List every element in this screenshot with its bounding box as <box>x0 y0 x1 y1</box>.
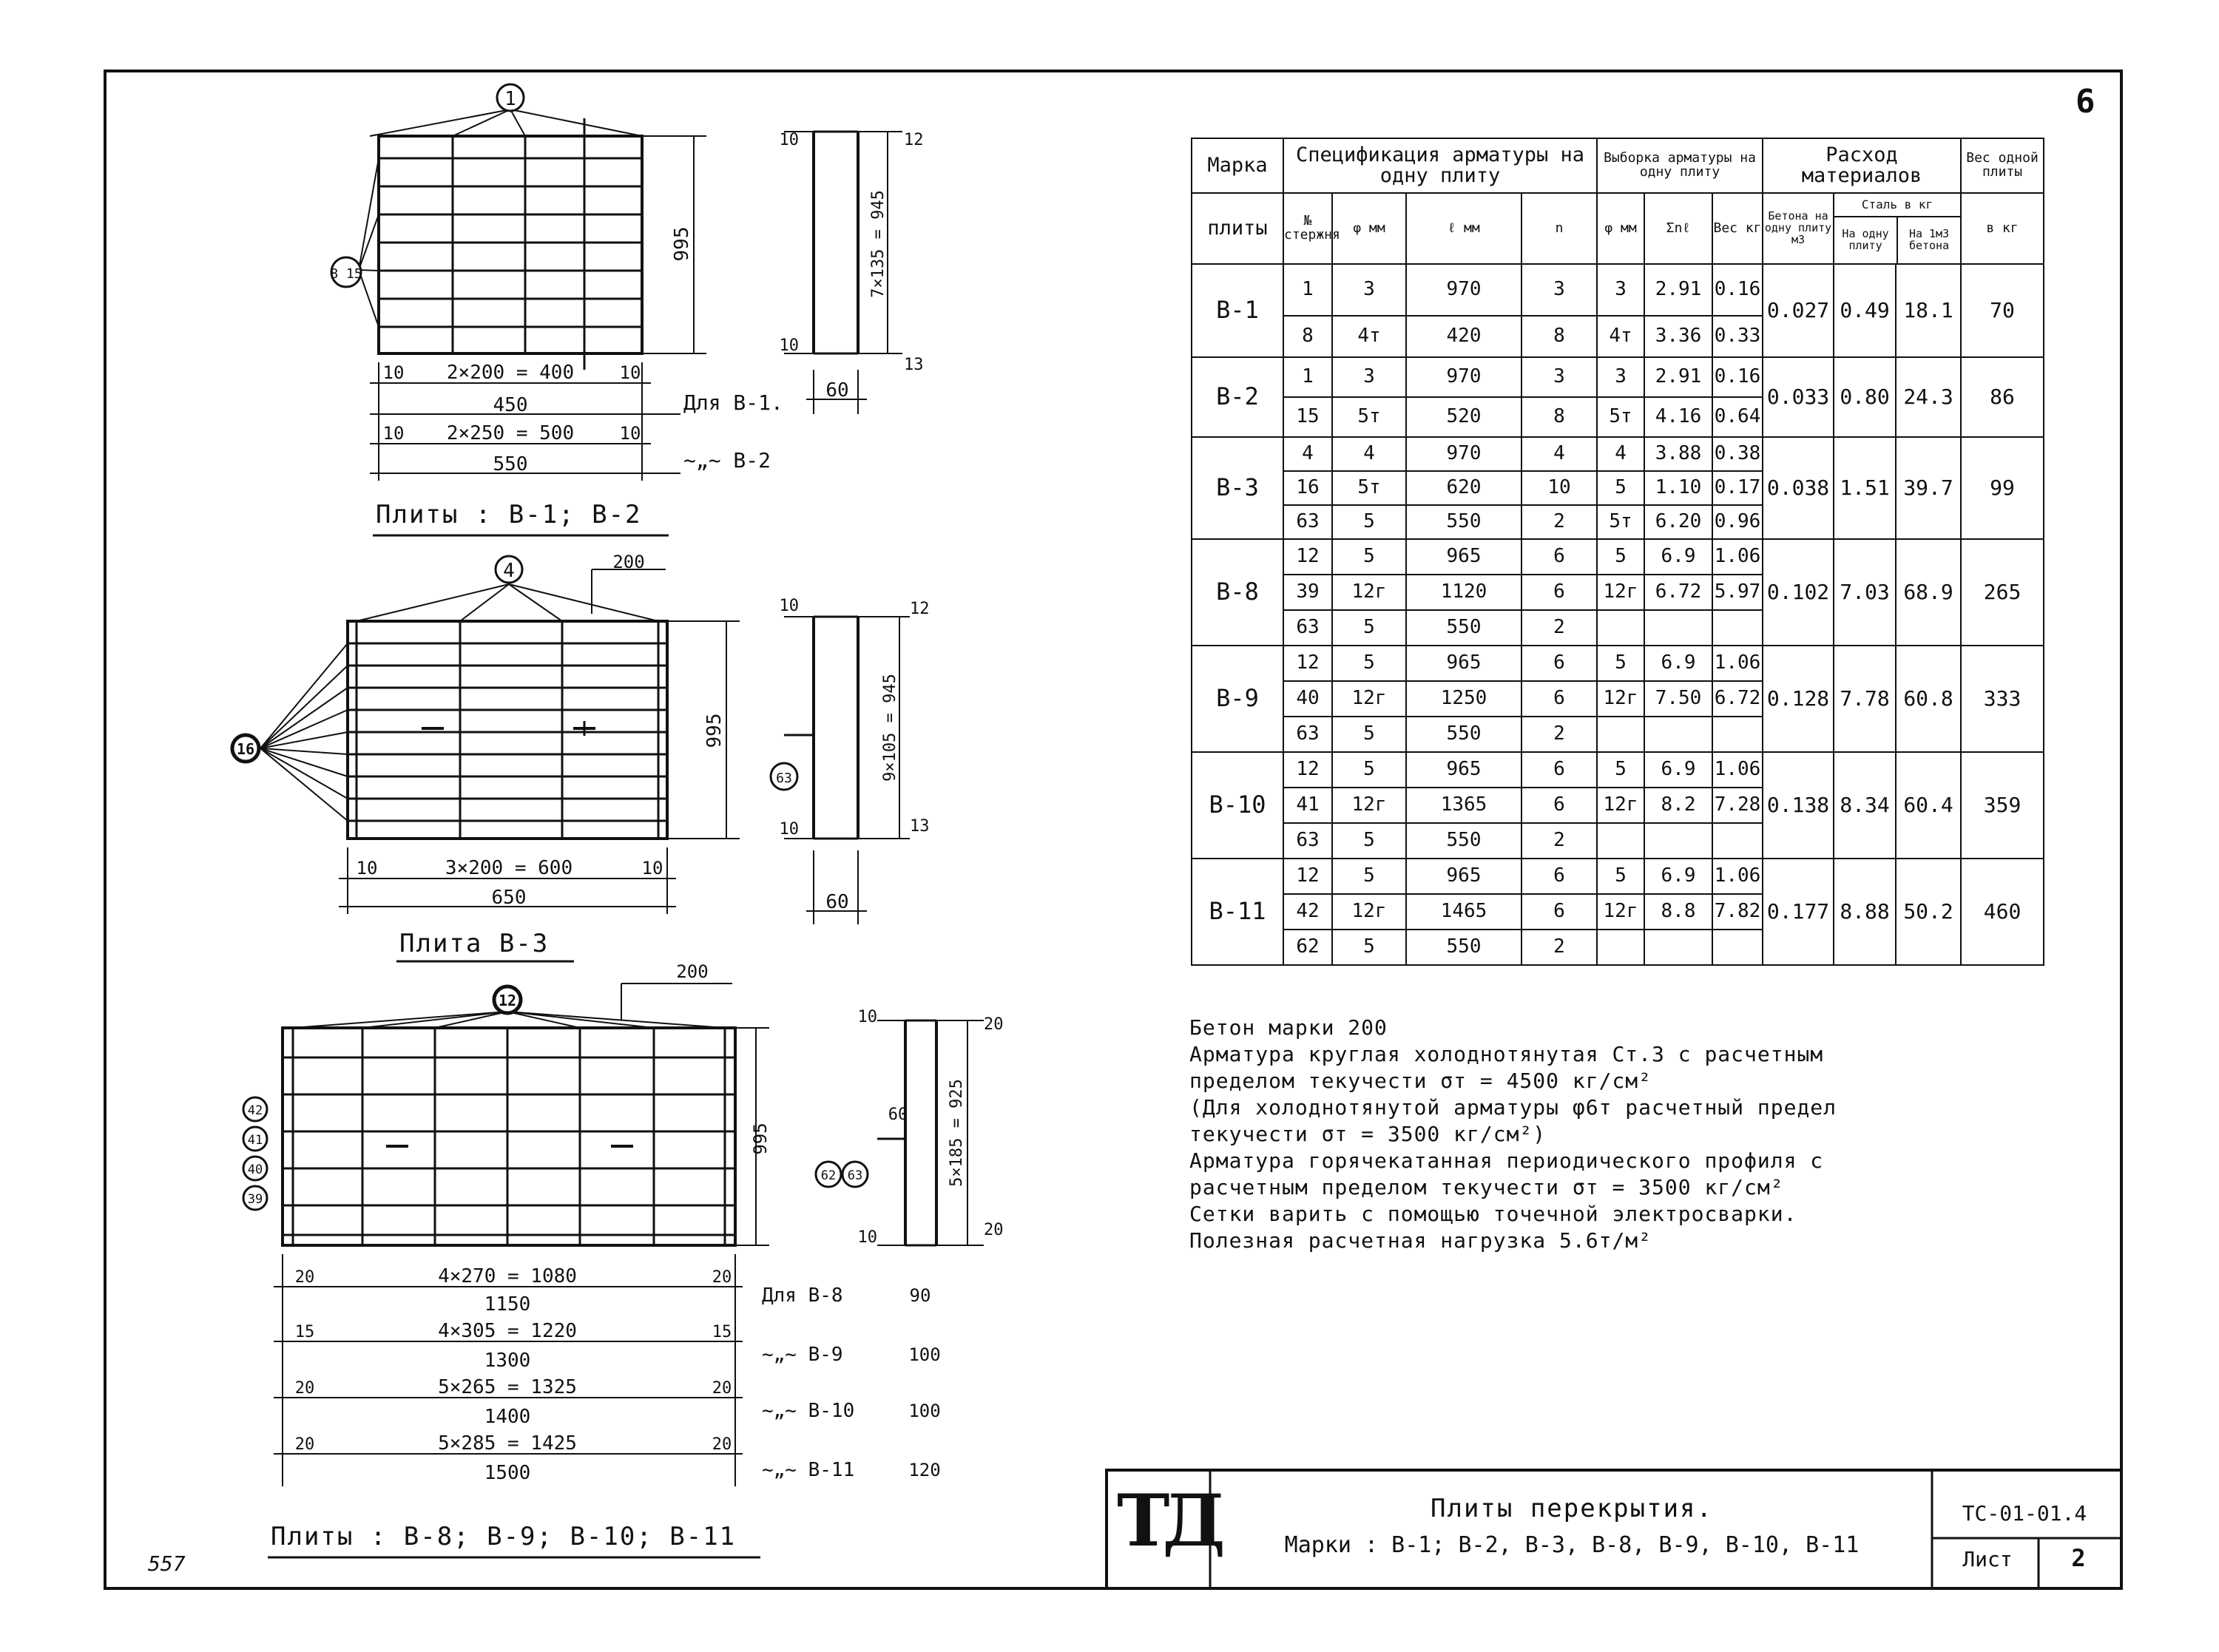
table-cell: 12 <box>1283 859 1332 894</box>
table-cell: 5 <box>1332 646 1406 681</box>
table-cell: 4 <box>1597 437 1644 471</box>
table-cell: 5 <box>1597 859 1644 894</box>
table-cell <box>1597 823 1644 859</box>
dim-grid-b2: 2×250 = 500 <box>446 422 575 444</box>
plate-weight: 359 <box>1961 752 2044 859</box>
table-cell: 10 <box>1521 471 1597 505</box>
row-b9-label: ~„~ В-9 <box>762 1344 843 1366</box>
dim-edge2-right: 10 <box>619 423 641 444</box>
plate-mark: В-9 <box>1192 646 1283 752</box>
plate-mark: В-11 <box>1192 859 1283 965</box>
table-cell: 12г <box>1332 575 1406 610</box>
table-row <box>1192 646 2044 681</box>
dim-height: 995 <box>703 713 726 748</box>
steel-per-m3: 60.4 <box>1896 752 1961 859</box>
row-b8-edge-left: 20 <box>294 1268 315 1287</box>
table-row <box>1192 752 2044 788</box>
row-b8-label: Для В-8 <box>762 1284 843 1307</box>
table-cell: 420 <box>1406 316 1521 357</box>
table-cell: 2 <box>1521 610 1597 646</box>
table-cell: 1.06 <box>1712 646 1763 681</box>
note-line: Бетон марки 200 <box>1189 1015 1388 1040</box>
section-spacing: 5×185 = 925 <box>948 1079 966 1187</box>
section-width: 60 <box>888 1106 908 1124</box>
table-cell: 3 <box>1597 264 1644 316</box>
bubble-8-15: 8 15 <box>330 266 362 282</box>
table-cell: 8 <box>1521 316 1597 357</box>
header-diameter2: φ мм <box>1597 193 1644 264</box>
row-b9-total: 1300 <box>484 1350 531 1372</box>
table-cell: 4 <box>1332 437 1406 471</box>
row-b8-width: 90 <box>909 1285 931 1306</box>
section-top: 10 <box>779 131 799 149</box>
table-cell: 5т <box>1332 471 1406 505</box>
caption-b3: Плита В-3 <box>399 929 550 958</box>
table-cell: 5 <box>1332 505 1406 539</box>
header-consumption: Расход материалов <box>1763 138 1961 193</box>
table-cell: 3.88 <box>1644 437 1712 471</box>
header-length: ℓ мм <box>1406 193 1521 264</box>
table-cell: 1465 <box>1406 894 1521 930</box>
table-cell: 8 <box>1283 316 1332 357</box>
plate-b8-b11-dims <box>295 961 1004 1484</box>
plate-weight: 265 <box>1961 539 2044 646</box>
page-number: 6 <box>2076 83 2095 121</box>
steel-per-m3: 18.1 <box>1896 264 1961 357</box>
notes <box>1189 1015 2018 1254</box>
header-mark: Марка <box>1192 138 1283 193</box>
section-top-r: 12 <box>904 131 924 149</box>
dim-height: 995 <box>671 226 693 262</box>
section-top-r: 20 <box>984 1015 1004 1034</box>
table-cell: 0.38 <box>1712 437 1763 471</box>
table-cell: 6 <box>1521 575 1597 610</box>
section-bottom: 10 <box>857 1228 877 1247</box>
table-cell: 1.06 <box>1712 752 1763 788</box>
concrete-volume: 0.138 <box>1763 752 1834 859</box>
bubble-62: 62 <box>820 1168 837 1183</box>
steel-per-plate: 7.78 <box>1834 646 1896 752</box>
table-cell: 550 <box>1406 717 1521 752</box>
table-cell: 63 <box>1283 717 1332 752</box>
table-cell: 0.16 <box>1712 264 1763 316</box>
table-cell: 12 <box>1283 539 1332 575</box>
concrete-volume: 0.102 <box>1763 539 1834 646</box>
table-cell: 0.64 <box>1712 397 1763 437</box>
table-cell: 5 <box>1597 646 1644 681</box>
table-cell: 8 <box>1521 397 1597 437</box>
table-cell: 16 <box>1283 471 1332 505</box>
row-b10-edge-left: 20 <box>294 1379 315 1398</box>
title: Плиты перекрытия. <box>1431 1494 1713 1523</box>
note-line: Сетки варить с помощью точечной электросварки. <box>1189 1202 1797 1226</box>
table-cell: 6 <box>1521 894 1597 930</box>
section-bottom-r: 20 <box>984 1221 1004 1239</box>
steel-per-plate: 1.51 <box>1834 437 1896 539</box>
table-cell: 12г <box>1332 681 1406 717</box>
table-cell <box>1712 717 1763 752</box>
section-top: 10 <box>857 1008 877 1026</box>
header-weight-kg: Вес кг <box>1712 193 1763 264</box>
table-cell: 7.28 <box>1712 788 1763 823</box>
header-steel: Сталь в кг <box>1834 194 1960 217</box>
row-b8-edge-right: 20 <box>712 1268 732 1287</box>
steel-per-plate: 8.34 <box>1834 752 1896 859</box>
label-b2: ~„~ В-2 <box>683 448 771 473</box>
table-cell: 2 <box>1521 717 1597 752</box>
table-cell: 1.06 <box>1712 539 1763 575</box>
bubble-16: 16 <box>236 740 255 758</box>
table-cell: 2 <box>1521 930 1597 965</box>
dim-edge-right: 10 <box>641 858 663 879</box>
table-cell: 6.9 <box>1644 646 1712 681</box>
note-line: расчетным пределом текучести σт = 3500 кг/см² <box>1189 1175 1784 1199</box>
bubble-42: 42 <box>247 1103 263 1118</box>
table-cell: 965 <box>1406 646 1521 681</box>
table-cell: 6.72 <box>1644 575 1712 610</box>
table-cell: 1120 <box>1406 575 1521 610</box>
table-cell: 550 <box>1406 930 1521 965</box>
header-sum: Σnℓ <box>1644 193 1712 264</box>
table-cell: 41 <box>1283 788 1332 823</box>
table-cell: 12г <box>1597 681 1644 717</box>
steel-per-plate: 7.03 <box>1834 539 1896 646</box>
dim-edge-left: 10 <box>382 362 405 383</box>
table-cell: 6.9 <box>1644 859 1712 894</box>
table-cell: 12 <box>1283 646 1332 681</box>
table-cell: 1 <box>1283 357 1332 397</box>
note-line: (Для холоднотянутой арматуры φ6т расчетный предел <box>1189 1095 1837 1120</box>
plate-weight: 86 <box>1961 357 2044 437</box>
section-bottom-r: 13 <box>904 356 924 374</box>
table-cell: 1.10 <box>1644 471 1712 505</box>
table-cell: 12 <box>1283 752 1332 788</box>
table-cell: 970 <box>1406 357 1521 397</box>
table-cell: 5т <box>1332 397 1406 437</box>
dim-total-b2: 550 <box>493 453 528 475</box>
table-cell: 6 <box>1521 646 1597 681</box>
section-width: 60 <box>825 891 849 913</box>
dim-top: 200 <box>676 961 709 982</box>
sheet-number: 2 <box>2071 1544 2086 1572</box>
table-cell: 12г <box>1597 894 1644 930</box>
table-cell: 8.2 <box>1644 788 1712 823</box>
dim-total: 650 <box>491 887 527 909</box>
header-steel-plate: На одну плиту <box>1834 217 1898 263</box>
table-cell <box>1597 717 1644 752</box>
table-cell: 6.9 <box>1644 752 1712 788</box>
table-cell <box>1644 610 1712 646</box>
plate-mark: В-3 <box>1192 437 1283 539</box>
steel-per-plate: 8.88 <box>1834 859 1896 965</box>
table-row <box>1192 357 2044 397</box>
table-cell: 5 <box>1597 471 1644 505</box>
table-cell: 2 <box>1521 505 1597 539</box>
table-cell: 2.91 <box>1644 264 1712 316</box>
plate-mark: В-1 <box>1192 264 1283 357</box>
plate-weight: 99 <box>1961 437 2044 539</box>
dim-edge2-left: 10 <box>382 423 405 444</box>
header-diameter: φ мм <box>1332 193 1406 264</box>
table-cell: 7.82 <box>1712 894 1763 930</box>
note-line: пределом текучести σт = 4500 кг/см² <box>1189 1069 1652 1093</box>
plate-mark: В-2 <box>1192 357 1283 437</box>
header-steel-m3: На 1м3 бетона <box>1908 227 1950 252</box>
bubble-63: 63 <box>847 1168 863 1183</box>
header-weight-kg2: в кг <box>1961 193 2044 264</box>
header-count: n <box>1521 193 1597 264</box>
table-cell: 5 <box>1597 539 1644 575</box>
caption-b1-b2: Плиты : В-1; В-2 <box>376 500 642 529</box>
dim-grid: 3×200 = 600 <box>445 857 573 879</box>
table-cell <box>1644 717 1712 752</box>
table-cell: 0.16 <box>1712 357 1763 397</box>
section-spacing: 9×105 = 945 <box>881 674 899 782</box>
table-cell: 6.20 <box>1644 505 1712 539</box>
table-cell <box>1597 610 1644 646</box>
table-cell: 6.9 <box>1644 539 1712 575</box>
row-b11-total: 1500 <box>484 1462 531 1484</box>
concrete-volume: 0.038 <box>1763 437 1834 539</box>
header-bar-number: № стержня <box>1283 193 1332 264</box>
header-selection: Выборка арматуры на одну плиту <box>1597 138 1763 193</box>
table-cell: 12г <box>1332 894 1406 930</box>
table-cell: 3 <box>1521 264 1597 316</box>
row-b9-edge-left: 15 <box>294 1323 315 1341</box>
table-cell: 0.96 <box>1712 505 1763 539</box>
note-line: Арматура горячекатанная периодического профиля с <box>1189 1148 1824 1173</box>
steel-per-m3: 60.8 <box>1896 646 1961 752</box>
table-cell: 970 <box>1406 437 1521 471</box>
row-b11-edge-left: 20 <box>294 1435 315 1454</box>
table-cell: 5 <box>1332 752 1406 788</box>
table-cell: 965 <box>1406 752 1521 788</box>
table-cell: 6 <box>1521 752 1597 788</box>
plate-b8-b11-plan <box>274 984 984 1486</box>
dim-top: 200 <box>612 552 645 572</box>
note-line: текучести σт = 3500 кг/см²) <box>1189 1122 1547 1146</box>
table-cell: 970 <box>1406 264 1521 316</box>
steel-per-plate: 0.49 <box>1834 264 1896 357</box>
section-width: 60 <box>825 379 849 402</box>
table-cell: 62 <box>1283 930 1332 965</box>
table-cell: 4т <box>1597 316 1644 357</box>
table-cell: 0.17 <box>1712 471 1763 505</box>
bubble-63: 63 <box>776 771 792 786</box>
row-b9-grid: 4×305 = 1220 <box>438 1320 577 1342</box>
table-cell: 620 <box>1406 471 1521 505</box>
table-cell: 63 <box>1283 610 1332 646</box>
plate-mark: В-8 <box>1192 539 1283 646</box>
table-cell: 5 <box>1332 610 1406 646</box>
bubble-40: 40 <box>247 1162 263 1177</box>
table-cell: 1 <box>1283 264 1332 316</box>
row-b10-grid: 5×265 = 1325 <box>438 1376 577 1398</box>
table-cell: 6 <box>1521 539 1597 575</box>
table-cell: 12г <box>1597 788 1644 823</box>
concrete-volume: 0.027 <box>1763 264 1834 357</box>
table-cell: 6 <box>1521 859 1597 894</box>
table-cell: 3.36 <box>1644 316 1712 357</box>
section-bottom: 10 <box>779 820 799 839</box>
table-row <box>1192 437 2044 471</box>
bubble-1: 1 <box>504 88 516 110</box>
table-cell: 12г <box>1597 575 1644 610</box>
table-row <box>1192 859 2044 894</box>
section-bottom: 10 <box>779 336 799 355</box>
table-cell: 550 <box>1406 505 1521 539</box>
header-concrete: Бетона на одну плиту м3 <box>1763 193 1834 264</box>
table-cell: 0.33 <box>1712 316 1763 357</box>
table-cell: 1.06 <box>1712 859 1763 894</box>
section-top-r: 12 <box>910 600 930 618</box>
row-b10-edge-right: 20 <box>712 1379 732 1398</box>
table-cell: 7.50 <box>1644 681 1712 717</box>
plate-b1-b2-dims <box>383 131 924 475</box>
table-cell: 5 <box>1332 930 1406 965</box>
archive-number: 557 <box>148 1551 186 1576</box>
table-row <box>1192 264 2044 316</box>
row-b10-label: ~„~ В-10 <box>762 1400 855 1422</box>
table-cell: 12г <box>1332 788 1406 823</box>
table-cell: 3 <box>1332 264 1406 316</box>
table-cell: 965 <box>1406 539 1521 575</box>
bubble-39: 39 <box>247 1192 263 1207</box>
table-cell <box>1712 610 1763 646</box>
header-spec: Спецификация арматуры на одну плиту <box>1283 138 1597 193</box>
table-cell: 2.91 <box>1644 357 1712 397</box>
concrete-volume: 0.128 <box>1763 646 1834 752</box>
bubble-4: 4 <box>503 560 515 582</box>
specification-table <box>1191 138 2044 966</box>
row-b11-width: 120 <box>908 1460 941 1480</box>
dim-edge-right: 10 <box>619 362 641 383</box>
table-cell <box>1644 823 1712 859</box>
row-b9-edge-right: 15 <box>712 1323 732 1341</box>
table-cell: 4 <box>1283 437 1332 471</box>
bubble-41: 41 <box>247 1133 263 1148</box>
table-cell: 15 <box>1283 397 1332 437</box>
table-cell: 5т <box>1597 505 1644 539</box>
table-cell: 6 <box>1521 788 1597 823</box>
table-cell: 6.72 <box>1712 681 1763 717</box>
subtitle: Марки : В-1; В-2, В-3, В-8, В-9, В-10, В-11 <box>1284 1532 1860 1558</box>
table-cell: 5.97 <box>1712 575 1763 610</box>
plate-weight: 70 <box>1961 264 2044 357</box>
table-cell: 3 <box>1521 357 1597 397</box>
section-top: 10 <box>779 597 799 615</box>
row-b9-width: 100 <box>908 1344 941 1365</box>
note-line: Арматура круглая холоднотянутая Ст.3 с расчетным <box>1189 1042 1824 1066</box>
header-mark2: плиты <box>1192 193 1283 264</box>
table-cell: 63 <box>1283 823 1332 859</box>
row-b11-grid: 5×285 = 1425 <box>438 1432 577 1455</box>
table-cell <box>1712 823 1763 859</box>
concrete-volume: 0.177 <box>1763 859 1834 965</box>
table-cell: 39 <box>1283 575 1332 610</box>
table-cell: 42 <box>1283 894 1332 930</box>
dim-edge-left: 10 <box>356 858 378 879</box>
table-cell: 4 <box>1521 437 1597 471</box>
table-cell: 520 <box>1406 397 1521 437</box>
table-cell: 1365 <box>1406 788 1521 823</box>
dim-total-b1: 450 <box>493 394 528 416</box>
plate-b8-b11-bubbles <box>243 986 868 1210</box>
dim-grid-b1: 2×200 = 400 <box>446 362 575 384</box>
bubble-12: 12 <box>498 992 517 1009</box>
table-cell: 5 <box>1332 859 1406 894</box>
table-cell <box>1597 930 1644 965</box>
table-cell: 63 <box>1283 505 1332 539</box>
steel-per-m3: 50.2 <box>1896 859 1961 965</box>
table-row <box>1192 539 2044 575</box>
note-line: Полезная расчетная нагрузка 5.6т/м² <box>1189 1228 1652 1253</box>
table-cell: 4.16 <box>1644 397 1712 437</box>
section-spacing: 7×135 = 945 <box>869 190 888 298</box>
table-cell <box>1712 930 1763 965</box>
steel-per-m3: 39.7 <box>1896 437 1961 539</box>
table-cell: 965 <box>1406 859 1521 894</box>
table-cell: 550 <box>1406 823 1521 859</box>
dim-height: 995 <box>750 1123 771 1155</box>
row-b11-edge-right: 20 <box>712 1435 732 1454</box>
steel-per-plate: 0.80 <box>1834 357 1896 437</box>
table-cell: 1250 <box>1406 681 1521 717</box>
table-cell: 2 <box>1521 823 1597 859</box>
plate-mark: В-10 <box>1192 752 1283 859</box>
plate-weight: 460 <box>1961 859 2044 965</box>
row-b10-total: 1400 <box>484 1406 531 1428</box>
row-b11-label: ~„~ В-11 <box>762 1459 855 1481</box>
table-cell: 8.8 <box>1644 894 1712 930</box>
steel-per-m3: 68.9 <box>1896 539 1961 646</box>
header-weight: Вес одной плиты <box>1961 138 2044 193</box>
table-cell: 3 <box>1597 357 1644 397</box>
row-b8-grid: 4×270 = 1080 <box>438 1265 577 1287</box>
table-cell: 5т <box>1597 397 1644 437</box>
row-b8-total: 1150 <box>484 1293 531 1316</box>
caption-b8-b11: Плиты : В-8; В-9; В-10; В-11 <box>271 1522 737 1551</box>
table-cell: 5 <box>1332 539 1406 575</box>
table-cell: 550 <box>1406 610 1521 646</box>
plate-weight: 333 <box>1961 646 2044 752</box>
table-cell: 3 <box>1332 357 1406 397</box>
sheet-label: Лист <box>1962 1547 2013 1571</box>
table-cell: 4т <box>1332 316 1406 357</box>
document-code: ТС-01-01.4 <box>1962 1501 2087 1526</box>
logo: ТД <box>1117 1479 1218 1563</box>
label-b1: Для В-1. <box>683 390 783 415</box>
table-cell: 5 <box>1597 752 1644 788</box>
steel-per-m3: 24.3 <box>1896 357 1961 437</box>
table-cell: 40 <box>1283 681 1332 717</box>
table-cell <box>1644 930 1712 965</box>
section-bottom-r: 13 <box>910 817 930 836</box>
table-cell: 5 <box>1332 717 1406 752</box>
table-cell: 5 <box>1332 823 1406 859</box>
row-b10-width: 100 <box>908 1401 941 1421</box>
concrete-volume: 0.033 <box>1763 357 1834 437</box>
table-cell: 6 <box>1521 681 1597 717</box>
